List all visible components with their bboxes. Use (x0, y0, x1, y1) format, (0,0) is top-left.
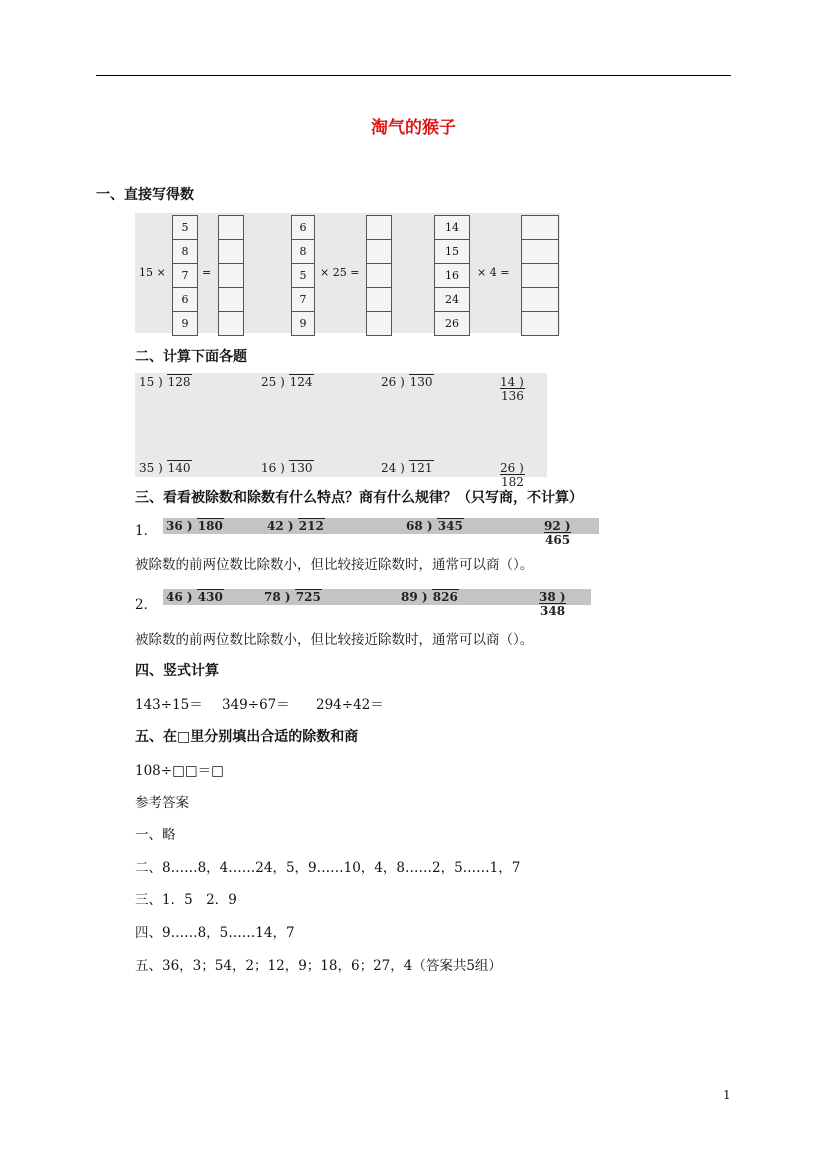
division-problem: 24 ) 121 (381, 461, 433, 475)
dividend: 128 (167, 375, 191, 389)
answer-box[interactable] (367, 240, 391, 264)
table-cell: 6 (173, 288, 197, 312)
item1-label: 1． (135, 523, 158, 539)
divisor: 25 (261, 375, 277, 389)
divisor: 46 (166, 590, 183, 604)
group2-multiplicand-column (291, 215, 315, 336)
answer-box[interactable] (522, 312, 558, 335)
group1-answer-column (218, 215, 244, 336)
table-cell: 5 (173, 216, 197, 240)
division-problem: 46 ) 430 (166, 590, 223, 604)
answer-box[interactable] (219, 312, 243, 335)
division-problem: 16 ) 130 (261, 461, 313, 475)
divisor: 35 (139, 461, 155, 475)
dividend: 130 (289, 461, 313, 475)
answer-line: 一、略 (135, 827, 176, 843)
division-problem: 25 ) 124 (261, 375, 313, 389)
division-problem: 26 ) 130 (381, 375, 433, 389)
table-cell: 8 (292, 240, 314, 264)
table-cell: 7 (173, 264, 197, 288)
group3-multiplicand-column (434, 215, 470, 336)
answer-box[interactable] (522, 216, 558, 240)
division-problem: 92 ) 465 (544, 519, 571, 547)
divisor: 14 (500, 375, 516, 389)
section1-heading: 一、直接写得数 (96, 187, 194, 203)
page-number: 1 (723, 1088, 731, 1102)
answer-box[interactable] (367, 264, 391, 288)
dividend: 348 (540, 604, 566, 618)
table-cell: 16 (435, 264, 469, 288)
divisor: 16 (261, 461, 277, 475)
answer-line: 二、8……8，4……24，5，9……10，4，8……2，5……1，7 (135, 860, 521, 876)
answer-box[interactable] (219, 216, 243, 240)
answer-box[interactable] (522, 264, 558, 288)
group1-post: = (202, 266, 212, 279)
note2: 被除数的前两位数比除数小，但比较接近除数时，通常可以商（）。 (135, 632, 534, 648)
problem: 143÷15＝ (135, 697, 203, 713)
dividend: 212 (298, 519, 324, 533)
section2-figure (135, 373, 547, 489)
division-problem: 35 ) 140 (139, 461, 191, 475)
answer-line: 四、9……8，5……14，7 (135, 925, 295, 941)
table-cell: 6 (292, 216, 314, 240)
answer-line: 三、1．5 2．9 (135, 892, 237, 908)
divisor: 26 (381, 375, 397, 389)
divisor: 89 (401, 590, 418, 604)
group3-answer-column (521, 215, 559, 336)
divisor: 24 (381, 461, 397, 475)
answers-heading: 参考答案 (135, 795, 189, 811)
table-cell: 9 (299, 317, 307, 330)
group2-post: × 25 = (320, 266, 360, 279)
dividend: 430 (197, 590, 223, 604)
divisor: 68 (406, 519, 423, 533)
division-problem: 15 ) 128 (139, 375, 191, 389)
problem: 349÷67＝ (222, 697, 290, 713)
item1-figure (163, 518, 599, 547)
table-cell: 24 (435, 288, 469, 312)
table-cell: 9 (181, 317, 189, 330)
dividend: 826 (432, 590, 458, 604)
answer-box[interactable] (367, 312, 391, 335)
answer-box[interactable] (367, 288, 391, 312)
answer-box[interactable] (219, 288, 243, 312)
division-problem: 68 ) 345 (406, 519, 463, 533)
division-problem: 89 ) 826 (401, 590, 458, 604)
dividend: 180 (197, 519, 223, 533)
answer-box[interactable] (522, 288, 558, 312)
division-problem: 78 ) 725 (264, 590, 321, 604)
dividend: 182 (501, 475, 524, 489)
division-problem: 26 ) 182 (500, 461, 524, 489)
division-problem: 36 ) 180 (166, 519, 223, 533)
division-problem: 38 ) 348 (539, 590, 566, 618)
group3-post: × 4 = (477, 266, 510, 279)
answer-box[interactable] (522, 240, 558, 264)
section5-heading: 五、在□里分别填出合适的除数和商 (135, 729, 359, 745)
answer-line: 五、36，3；54，2；12，9；18，6；27，4（答案共5组） (135, 958, 502, 974)
dividend: 140 (167, 461, 191, 475)
answer-box[interactable] (219, 240, 243, 264)
table-cell: 26 (445, 317, 459, 330)
note1: 被除数的前两位数比除数小，但比较接近除数时，通常可以商（）。 (135, 557, 534, 573)
dividend: 130 (409, 375, 433, 389)
answer-box[interactable] (219, 264, 243, 288)
divisor: 15 (139, 375, 155, 389)
divisor: 36 (166, 519, 183, 533)
group1-multiplicand-column (172, 215, 198, 336)
table-cell: 5 (292, 264, 314, 288)
section3-heading: 三、看看被除数和除数有什么特点？商有什么规律？（只写商，不计算） (135, 490, 583, 506)
table-cell: 8 (173, 240, 197, 264)
group1-pre: 15 × (139, 266, 166, 279)
table-cell: 7 (292, 288, 314, 312)
dividend: 465 (545, 533, 571, 547)
section2-heading: 二、计算下面各题 (135, 349, 247, 365)
problem: 108÷□□＝□ (135, 763, 224, 779)
dividend: 121 (409, 461, 433, 475)
divisor: 92 (544, 519, 561, 533)
answer-box[interactable] (367, 216, 391, 240)
table-cell: 14 (435, 216, 469, 240)
dividend: 345 (437, 519, 463, 533)
item2-label: 2． (135, 597, 158, 613)
divisor: 78 (264, 590, 281, 604)
problem: 294÷42＝ (316, 697, 384, 713)
group2-answer-column (366, 215, 392, 336)
section4-heading: 四、竖式计算 (135, 663, 219, 679)
divisor: 42 (267, 519, 284, 533)
table-cell: 15 (435, 240, 469, 264)
page-title: 淘气的猴子 (371, 118, 456, 138)
section1-figure (135, 213, 560, 333)
division-problem: 14 ) 136 (500, 375, 524, 403)
dividend: 725 (295, 590, 321, 604)
item2-figure (163, 589, 591, 618)
dividend: 124 (289, 375, 313, 389)
divisor: 26 (500, 461, 516, 475)
division-problem: 42 ) 212 (267, 519, 324, 533)
header-rule (96, 75, 731, 76)
dividend: 136 (501, 389, 524, 403)
divisor: 38 (539, 590, 556, 604)
